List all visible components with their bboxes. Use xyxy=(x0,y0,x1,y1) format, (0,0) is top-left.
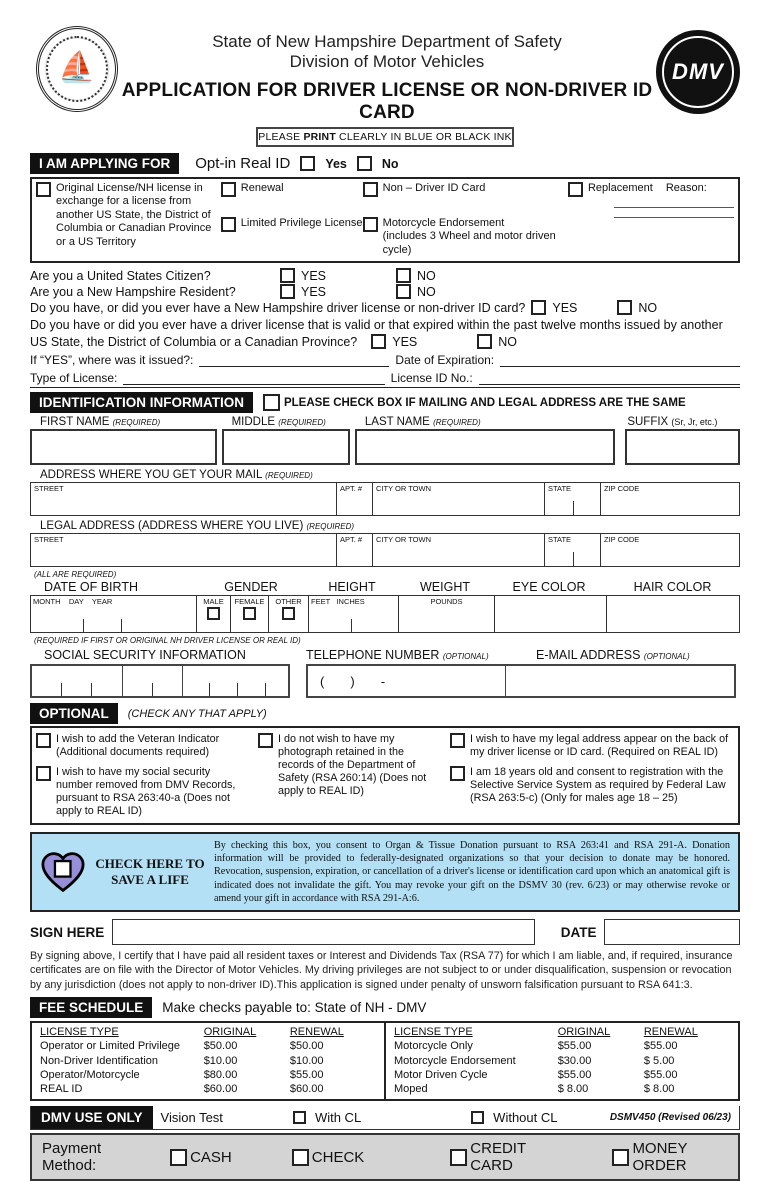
other-caption: OTHER xyxy=(275,597,302,607)
fee-renewal: $55.00 xyxy=(643,1040,678,1053)
suffix-input[interactable] xyxy=(625,429,740,465)
male-caption: MALE xyxy=(203,597,224,607)
renewal-checkbox[interactable] xyxy=(221,182,236,197)
donor-label xyxy=(94,856,206,889)
license-id-blank[interactable] xyxy=(479,373,740,385)
telephone-optional: (OPTIONAL) xyxy=(442,652,489,662)
other-license-no-checkbox[interactable] xyxy=(477,334,492,349)
question-prior-nh-license: Do you have, or did you ever have a New Hampshire driver license or non-driver ID card? xyxy=(30,300,526,315)
print-notice xyxy=(256,127,514,147)
fee-renewal: $ 5.00 xyxy=(643,1054,675,1067)
option-legal-back[interactable] xyxy=(450,733,734,759)
dob-input[interactable] xyxy=(31,596,196,632)
height-label: HEIGHT xyxy=(328,580,376,595)
legal-address-required: (REQUIRED) xyxy=(306,522,355,532)
payment-money-order[interactable] xyxy=(612,1140,728,1174)
other-checkbox[interactable] xyxy=(282,607,295,620)
city-caption: CITY OR TOWN xyxy=(376,484,432,494)
veteran-checkbox[interactable] xyxy=(36,733,51,748)
department-title: State of New Hampshire Department of Safety xyxy=(212,32,562,51)
optin-no-label: No xyxy=(381,156,399,171)
contact-labels xyxy=(30,648,740,662)
mail-state-input[interactable] xyxy=(544,483,600,515)
fee-col-renewal: RENEWAL xyxy=(643,1025,698,1038)
type-of-license-label: Type of License: xyxy=(30,371,118,386)
motorcycle-endorsement-sub: (includes 3 Wheel and motor driven cycle) xyxy=(382,230,556,256)
ssn-segment-2[interactable] xyxy=(122,666,182,696)
fee-original: $30.00 xyxy=(557,1054,592,1067)
vision-test-label: Vision Test xyxy=(160,1110,223,1126)
type-of-license-blank[interactable] xyxy=(123,373,384,385)
ssn-segment-3[interactable] xyxy=(182,666,288,696)
fee-type: REAL ID xyxy=(40,1083,83,1096)
demographics-table xyxy=(30,595,740,633)
fee-table-right xyxy=(384,1023,738,1099)
money-order-checkbox[interactable] xyxy=(612,1149,629,1166)
form-header xyxy=(30,26,740,124)
where-issued-blank[interactable] xyxy=(199,355,389,367)
prior-nh-no-checkbox[interactable] xyxy=(617,300,632,315)
mail-address-table xyxy=(30,482,740,516)
dmv-logo-icon xyxy=(656,30,740,114)
veteran-label: I wish to add the Veteran Indicator (Additional documents required) xyxy=(56,733,220,759)
suffix-note: (Sr, Jr, etc.) xyxy=(671,417,718,428)
state-caption: STATE xyxy=(548,535,572,545)
fee-renewal: $ 8.00 xyxy=(643,1083,675,1096)
other-license-yes-checkbox[interactable] xyxy=(371,334,386,349)
eye-color-input[interactable] xyxy=(494,596,606,632)
ssn-label: SOCIAL SECURITY INFORMATION xyxy=(44,648,246,663)
apt-caption: APT. # xyxy=(340,535,363,545)
mail-address-required: (REQUIRED) xyxy=(265,471,313,481)
selective-service-checkbox[interactable] xyxy=(450,766,465,781)
first-name-required: (REQUIRED) xyxy=(112,418,161,428)
payment-credit-card[interactable] xyxy=(450,1140,556,1174)
fee-row xyxy=(394,1068,730,1082)
hair-color-label: HAIR COLOR xyxy=(633,580,712,595)
prior-nh-no-label: NO xyxy=(638,300,658,315)
fee-original: $60.00 xyxy=(203,1083,238,1096)
phone-dash: - xyxy=(380,673,386,689)
original-license-label: Original License/NH license in exchange for a license from another US State, the District of Columbia or Canadian Province or a US Territory xyxy=(56,182,212,248)
other-license-yes-label: YES xyxy=(392,334,418,349)
email-input[interactable] xyxy=(506,666,734,696)
division-title: Division of Motor Vehicles xyxy=(289,52,485,71)
street-caption: STREET xyxy=(34,535,64,545)
fee-col-original: ORIGINAL xyxy=(203,1025,257,1038)
last-name-required: (REQUIRED) xyxy=(433,418,481,428)
apt-caption: APT. # xyxy=(340,484,363,494)
contact-inputs xyxy=(30,664,740,698)
with-cl-label: With CL xyxy=(314,1110,362,1126)
applying-options-box xyxy=(30,177,740,263)
header-titles xyxy=(118,26,656,124)
check-checkbox[interactable] xyxy=(292,1149,309,1166)
signature-input[interactable] xyxy=(112,919,534,945)
fee-type: Operator or Limited Privilege xyxy=(40,1040,181,1053)
same-address-label: PLEASE CHECK BOX IF MAILING AND LEGAL ADDRESS ARE THE SAME xyxy=(283,396,686,409)
mail-zip-input[interactable] xyxy=(600,483,739,515)
without-cl-checkbox[interactable] xyxy=(471,1111,484,1124)
date-label: DATE xyxy=(560,924,597,940)
fee-header xyxy=(30,997,740,1018)
money-order-label: MONEY ORDER xyxy=(632,1140,688,1175)
feet-caption: FEET xyxy=(311,597,331,607)
resident-no-checkbox[interactable] xyxy=(396,284,411,299)
legal-state-input[interactable] xyxy=(544,534,600,566)
applying-section-title: I AM APPLYING FOR xyxy=(30,153,179,174)
optin-yes-checkbox[interactable] xyxy=(300,156,315,171)
ssn-required-note: (REQUIRED IF FIRST OR ORIGINAL NH DRIVER LICENSE OR REAL ID) xyxy=(34,636,301,646)
fee-row xyxy=(40,1039,376,1053)
city-caption: CITY OR TOWN xyxy=(376,535,432,545)
donor-label-line2: SAVE A LIFE xyxy=(111,872,189,888)
option-ssn-removed[interactable] xyxy=(36,766,248,818)
same-address-checkbox[interactable] xyxy=(263,394,280,411)
fee-row xyxy=(394,1054,730,1068)
credit-card-label: CREDIT CARD xyxy=(470,1140,526,1175)
form-title: APPLICATION FOR DRIVER LICENSE OR NON-DRIVER ID CARD xyxy=(121,80,653,123)
photo-label: I do not wish to have my photograph retained in the records of the Department of Safety (RSA 260:14) (Does not apply to REAL ID) xyxy=(278,733,427,798)
legal-street-input[interactable] xyxy=(31,534,336,566)
ssn-segment-1[interactable] xyxy=(32,666,122,696)
citizen-yes-checkbox[interactable] xyxy=(280,268,295,283)
male-checkbox[interactable] xyxy=(207,607,220,620)
with-cl-checkbox[interactable] xyxy=(293,1111,306,1124)
hair-color-input[interactable] xyxy=(606,596,739,632)
legal-back-label: I wish to have my legal address appear on the back of my driver license or ID card. (Required on REAL ID) xyxy=(470,733,729,759)
fee-renewal: $50.00 xyxy=(289,1040,324,1053)
first-name-label: FIRST NAME xyxy=(40,416,110,429)
donor-consent-text: By checking this box, you consent to Organ & Tissue Donation pursuant to RSA 263:41 and RSA 291-A. Donation information will be provided to federally-designated organizations so that your decision to donate may be honored. Revocation, suspension, expiration, or cancellation of a driver's license or identification card upon which an anatomical gift is indicated does not invalidate the gift. You may revoke your gift on the DSMV 30 (rev. 6/23) or may otherwise revoke or amend your gift in accordance with RSA 291-A:6. xyxy=(214,839,730,904)
optin-real-id-label: Opt-in Real ID xyxy=(195,155,291,172)
identification-section-title: IDENTIFICATION INFORMATION xyxy=(30,392,253,413)
fee-renewal: $10.00 xyxy=(289,1054,324,1067)
pounds-caption: POUNDS xyxy=(430,597,463,607)
option-selective-service[interactable] xyxy=(450,766,734,805)
fee-row xyxy=(394,1039,730,1053)
legal-city-input[interactable] xyxy=(372,534,544,566)
question-other-license-line1: Do you have or did you ever have a driver license that is valid or that expired within the past twelve months issued by another xyxy=(30,318,723,333)
gender-label: GENDER xyxy=(224,580,278,595)
fee-renewal: $60.00 xyxy=(289,1083,324,1096)
replacement-checkbox[interactable] xyxy=(568,182,583,197)
last-name-input[interactable] xyxy=(355,429,615,465)
option-non-driver-id[interactable] xyxy=(363,182,568,197)
fee-type: Motorcycle Endorsement xyxy=(394,1054,516,1067)
fee-original: $50.00 xyxy=(203,1040,238,1053)
optional-note: (CHECK ANY THAT APPLY) xyxy=(127,707,267,720)
month-caption: MONTH xyxy=(33,597,61,607)
payment-cash[interactable] xyxy=(170,1149,232,1166)
print-notice-post: CLEARLY IN BLUE OR BLACK INK xyxy=(335,131,512,143)
fee-original: $80.00 xyxy=(203,1068,238,1081)
donor-heart-icon[interactable] xyxy=(40,850,86,894)
phone-paren-close: ) xyxy=(350,673,355,689)
fee-row xyxy=(40,1068,376,1082)
demographics-labels xyxy=(30,580,740,594)
telephone-label: TELEPHONE NUMBER xyxy=(306,648,440,663)
where-issued-label: If “YES”, where was it issued?: xyxy=(30,353,194,368)
option-renewal[interactable] xyxy=(221,182,363,197)
dmv-use-only-title: DMV USE ONLY xyxy=(31,1106,153,1129)
limited-privilege-label: Limited Privilege License xyxy=(240,217,363,229)
original-license-checkbox[interactable] xyxy=(36,182,51,197)
payment-check[interactable] xyxy=(292,1149,365,1166)
date-expiration-label: Date of Expiration: xyxy=(395,353,495,368)
fee-original: $10.00 xyxy=(203,1054,238,1067)
citizen-no-label: NO xyxy=(417,268,436,283)
optin-yes-label: Yes xyxy=(325,156,347,171)
non-driver-id-checkbox[interactable] xyxy=(363,182,378,197)
fee-note: Make checks payable to: State of NH - DMV xyxy=(162,999,427,1015)
cash-label: CASH xyxy=(190,1148,232,1166)
signature-statement: By signing above, I certify that I have paid all resident taxes or Interest and Dividends Tax (RSA 77) for which I am liable, and, if required, insurance certificates are on file with the Director of Motor Vehicles. My driving privileges are not subject to or under disqualification, suspension or revocation by any jurisdiction (does not apply to non-driver ID).This application is signed under penalty of unsworn falsification pursuant to RSA 641:3. xyxy=(30,950,733,991)
prior-nh-yes-checkbox[interactable] xyxy=(531,300,546,315)
dmv-logo-text: DMV xyxy=(672,59,724,84)
option-motorcycle-endorsement[interactable] xyxy=(363,217,568,257)
suffix-label: SUFFIX xyxy=(627,416,669,429)
eligibility-questions xyxy=(30,268,740,385)
citizen-no-checkbox[interactable] xyxy=(396,268,411,283)
optional-section-title: OPTIONAL xyxy=(30,703,118,724)
resident-yes-checkbox[interactable] xyxy=(280,284,295,299)
applying-header xyxy=(30,153,740,174)
motorcycle-endorsement-label: Motorcycle Endorsement xyxy=(382,217,505,229)
ssn-removed-checkbox[interactable] xyxy=(36,766,51,781)
donor-checkbox[interactable] xyxy=(55,861,71,877)
fee-section-title: FEE SCHEDULE xyxy=(30,997,152,1018)
fee-original: $55.00 xyxy=(557,1068,592,1081)
legal-back-checkbox[interactable] xyxy=(450,733,465,748)
mail-apt-input[interactable] xyxy=(336,483,372,515)
other-license-no-label: NO xyxy=(498,334,518,349)
fee-col-license: LICENSE TYPE xyxy=(394,1025,473,1038)
signature-row xyxy=(30,919,740,945)
gender-male-cell[interactable] xyxy=(196,596,230,632)
prior-nh-yes-label: YES xyxy=(552,300,578,315)
selective-service-label: I am 18 years old and consent to registration with the Selective Service System as required by Federal Law (RSA 263:5-c) (Only for males age 18 – 25) xyxy=(470,766,726,805)
legal-apt-input[interactable] xyxy=(336,534,372,566)
payment-method-row xyxy=(30,1133,740,1181)
without-cl-label: Without CL xyxy=(493,1110,558,1126)
female-caption: FEMALE xyxy=(234,597,265,607)
check-label: CHECK xyxy=(311,1148,365,1166)
middle-required: (REQUIRED) xyxy=(278,418,326,428)
fee-col-license: LICENSE TYPE xyxy=(40,1025,119,1038)
ssn-removed-label: I wish to have my social security number removed from DMV Records, pursuant to RSA 263:40-a (Does not apply to REAL ID) xyxy=(56,766,236,817)
resident-no-label: NO xyxy=(417,284,436,299)
non-driver-id-label: Non – Driver ID Card xyxy=(382,182,486,194)
fee-table xyxy=(30,1021,740,1101)
question-other-license-line2: US State, the District of Columbia or a Canadian Province? xyxy=(30,334,358,349)
citizen-yes-label: YES xyxy=(301,268,327,283)
fee-type: Operator/Motorcycle xyxy=(40,1068,140,1081)
resident-yes-label: YES xyxy=(301,284,327,299)
day-caption: DAY xyxy=(68,597,84,607)
fee-type: Non-Driver Identification xyxy=(40,1054,158,1067)
ssn-input[interactable] xyxy=(30,664,290,698)
name-fields xyxy=(30,416,740,465)
eye-color-label: EYE COLOR xyxy=(512,580,586,595)
inches-caption: INCHES xyxy=(336,597,365,607)
email-label: E-MAIL ADDRESS xyxy=(536,648,641,663)
legal-address-table xyxy=(30,533,740,567)
optin-no-checkbox[interactable] xyxy=(357,156,372,171)
payment-method-label: Payment Method: xyxy=(42,1140,102,1175)
weight-label: WEIGHT xyxy=(420,580,470,595)
weight-input[interactable] xyxy=(398,596,494,632)
telephone-input[interactable] xyxy=(308,666,506,696)
optional-options-box xyxy=(30,726,740,825)
date-expiration-blank[interactable] xyxy=(500,355,740,367)
street-caption: STREET xyxy=(34,484,64,494)
print-notice-pre: PLEASE xyxy=(258,131,304,143)
optional-header xyxy=(30,703,740,724)
last-name-label: LAST NAME xyxy=(364,416,430,429)
fee-row xyxy=(394,1082,730,1096)
zip-caption: ZIP CODE xyxy=(604,535,640,545)
mail-street-input[interactable] xyxy=(31,483,336,515)
print-notice-bold: PRINT xyxy=(303,131,336,143)
fee-row xyxy=(40,1054,376,1068)
zip-caption: ZIP CODE xyxy=(604,484,640,494)
phone-paren-open: ( xyxy=(320,673,325,689)
fee-col-original: ORIGINAL xyxy=(557,1025,611,1038)
fee-col-renewal: RENEWAL xyxy=(289,1025,344,1038)
legal-zip-input[interactable] xyxy=(600,534,739,566)
replacement-reason-label: Reason: xyxy=(665,182,707,194)
donor-label-line1: CHECK HERE TO xyxy=(95,855,205,871)
replacement-reason-line-1[interactable] xyxy=(614,207,734,208)
middle-name-input[interactable] xyxy=(222,429,350,465)
state-caption: STATE xyxy=(548,484,572,494)
dob-label: DATE OF BIRTH xyxy=(44,580,138,595)
dmv-use-only-row xyxy=(30,1106,740,1130)
mail-address-label: ADDRESS WHERE YOU GET YOUR MAIL xyxy=(40,469,262,482)
replacement-reason-line-2[interactable] xyxy=(614,217,734,218)
credit-card-checkbox[interactable] xyxy=(450,1149,467,1166)
license-id-label: License ID No.: xyxy=(390,371,473,386)
fee-renewal: $55.00 xyxy=(643,1068,678,1081)
motorcycle-endorsement-checkbox[interactable] xyxy=(363,217,378,232)
question-us-citizen: Are you a United States Citizen? xyxy=(30,268,211,283)
email-optional: (OPTIONAL) xyxy=(643,652,690,662)
sign-here-label: SIGN HERE xyxy=(30,924,105,940)
date-input[interactable] xyxy=(604,919,740,945)
question-nh-resident: Are you a New Hampshire Resident? xyxy=(30,284,236,299)
fee-type: Motorcycle Only xyxy=(394,1040,473,1053)
year-caption: YEAR xyxy=(91,597,113,607)
fee-type: Motor Driven Cycle xyxy=(394,1068,488,1081)
option-replacement[interactable] xyxy=(568,182,734,197)
renewal-label: Renewal xyxy=(240,182,284,194)
limited-privilege-checkbox[interactable] xyxy=(221,217,236,232)
first-name-input[interactable] xyxy=(30,429,217,465)
middle-name-label: MIDDLE xyxy=(231,416,276,429)
gender-other-cell[interactable] xyxy=(268,596,308,632)
cash-checkbox[interactable] xyxy=(170,1149,187,1166)
option-limited-privilege[interactable] xyxy=(221,217,363,232)
identification-header xyxy=(30,392,740,413)
replacement-label: Replacement xyxy=(587,182,653,194)
option-original-license[interactable] xyxy=(36,182,221,249)
photo-checkbox[interactable] xyxy=(258,733,273,748)
height-input[interactable] xyxy=(308,596,398,632)
mail-city-input[interactable] xyxy=(372,483,544,515)
nh-state-seal-icon xyxy=(36,26,118,112)
gender-female-cell[interactable] xyxy=(230,596,268,632)
section-divider xyxy=(30,387,740,388)
fee-type: Moped xyxy=(394,1083,428,1096)
fee-original: $55.00 xyxy=(557,1040,592,1053)
legal-address-label: LEGAL ADDRESS (ADDRESS WHERE YOU LIVE) xyxy=(40,520,304,533)
option-photo[interactable] xyxy=(258,733,440,798)
organ-donor-box xyxy=(30,832,740,912)
female-checkbox[interactable] xyxy=(243,607,256,620)
all-required-note: (ALL ARE REQUIRED) xyxy=(34,570,117,580)
option-veteran[interactable] xyxy=(36,733,248,759)
fee-row xyxy=(40,1082,376,1096)
fee-original: $ 8.00 xyxy=(557,1083,589,1096)
form-number: DSMV450 (Revised 06/23) xyxy=(609,1112,731,1124)
fee-renewal: $55.00 xyxy=(289,1068,324,1081)
fee-table-left xyxy=(32,1023,384,1099)
